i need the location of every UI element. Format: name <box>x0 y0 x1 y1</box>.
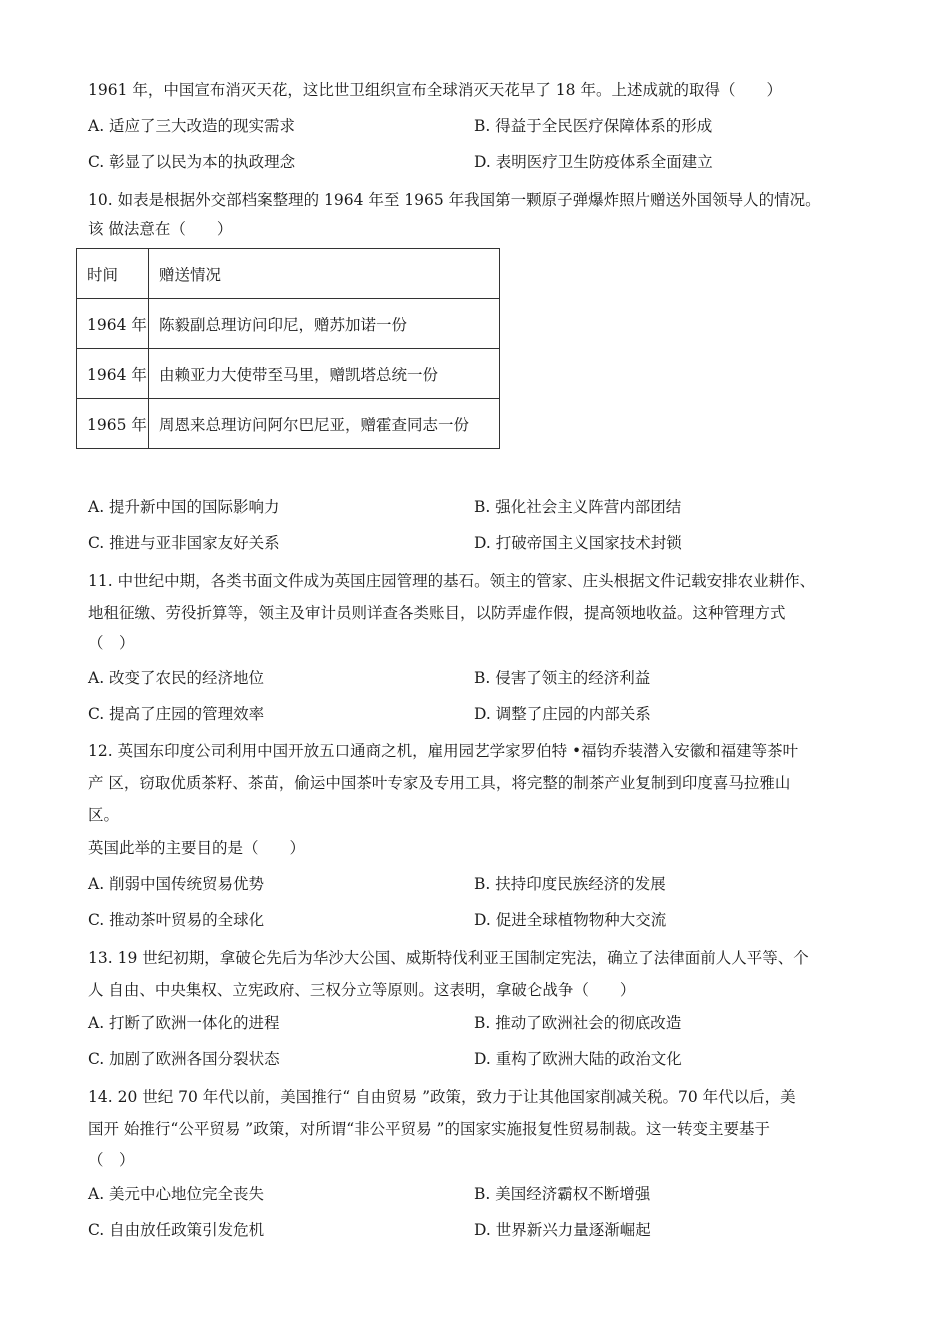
q10-option-a[interactable]: A. 提升新中国的国际影响力 <box>88 498 280 516</box>
q12-option-d[interactable]: D. 促进全球植物物种大交流 <box>474 911 667 929</box>
table-cell: 由赖亚力大使带至马里，赠凯塔总统一份 <box>149 349 500 399</box>
q11-option-d[interactable]: D. 调整了庄园的内部关系 <box>474 705 651 723</box>
q13-stem-line1: 13. 19 世纪初期，拿破仑先后为华沙大公国、威斯特伐利亚王国制定宪法，确立了法律面前人人平等、个 <box>88 949 809 967</box>
q14-option-d[interactable]: D. 世界新兴力量逐渐崛起 <box>474 1221 651 1239</box>
q10-stem-line2: 该 做法意在（ ） <box>88 220 233 238</box>
table-cell: 周恩来总理访问阿尔巴尼亚，赠霍查同志一份 <box>149 399 500 449</box>
q12-option-c[interactable]: C. 推动茶叶贸易的全球化 <box>88 911 265 929</box>
q12-stem-line1: 12. 英国东印度公司利用中国开放五口通商之机，雇用园艺学家罗伯特 •福钧乔装潜入安徽和福建等茶叶 <box>88 742 799 760</box>
table-cell: 1965 年 <box>77 399 149 449</box>
q13-option-d[interactable]: D. 重构了欧洲大陆的政治文化 <box>474 1050 682 1068</box>
q12-option-a[interactable]: A. 削弱中国传统贸易优势 <box>88 875 265 893</box>
table-header-cell: 时间 <box>77 249 149 299</box>
q12-option-b[interactable]: B. 扶持印度民族经济的发展 <box>474 875 666 893</box>
table-row <box>77 349 500 399</box>
q10-option-d[interactable]: D. 打破帝国主义国家技术封锁 <box>474 534 682 552</box>
q11-option-b[interactable]: B. 侵害了领主的经济利益 <box>474 669 651 687</box>
q10-option-b[interactable]: B. 强化社会主义阵营内部团结 <box>474 498 682 516</box>
table-row <box>77 299 500 349</box>
q11-option-c[interactable]: C. 提高了庄园的管理效率 <box>88 705 265 723</box>
q9-option-a[interactable]: A. 适应了三大改造的现实需求 <box>88 117 296 135</box>
q11-stem-line1: 11. 中世纪中期，各类书面文件成为英国庄园管理的基石。领主的管家、庄头根据文件记载安排农业耕作、 <box>88 572 816 590</box>
q13-option-b[interactable]: B. 推动了欧洲社会的彻底改造 <box>474 1014 682 1032</box>
q14-stem-line3: （ ） <box>88 1151 135 1169</box>
q9-stem: 1961 年，中国宣布消灭天花，这比世卫组织宣布全球消灭天花早了 18 年。上述成就的取得（ ） <box>88 81 782 99</box>
table-cell: 1964 年 <box>77 349 149 399</box>
table-header-row <box>77 249 500 299</box>
q10-stem-line1: 10. 如表是根据外交部档案整理的 1964 年至 1965 年我国第一颗原子弹爆炸照片赠送外国领导人的情况。 <box>88 191 821 209</box>
q13-option-a[interactable]: A. 打断了欧洲一体化的进程 <box>88 1014 280 1032</box>
q14-stem-line2: 国开 始推行“公平贸易 ”政策，对所谓“非公平贸易 ”的国家实施报复性贸易制裁。这一转变主要基于 <box>88 1120 770 1138</box>
q10-table <box>76 248 500 449</box>
q11-stem-line2: 地租征缴、劳役折算等，领主及审计员则详查各类账目，以防弄虚作假，提高领地收益。这种管理方式 <box>88 604 786 622</box>
q12-stem-line2: 产 区，窃取优质茶籽、茶苗，偷运中国茶叶专家及专用工具，将完整的制茶产业复制到印度喜马拉雅山 <box>88 774 791 792</box>
q9-option-d[interactable]: D. 表明医疗卫生防疫体系全面建立 <box>474 153 713 171</box>
table-cell: 陈毅副总理访问印尼，赠苏加诺一份 <box>149 299 500 349</box>
q13-stem-line2: 人 自由、中央集权、立宪政府、三权分立等原则。这表明，拿破仑战争（ ） <box>88 981 636 999</box>
q14-stem-line1: 14. 20 世纪 70 年代以前，美国推行“ 自由贸易 ”政策，致力于让其他国家削减关税。70 年代以后，美 <box>88 1088 796 1106</box>
q11-stem-line3: （ ） <box>88 634 135 652</box>
q14-option-b[interactable]: B. 美国经济霸权不断增强 <box>474 1185 651 1203</box>
q12-stem-line4: 英国此举的主要目的是（ ） <box>88 839 306 857</box>
q11-option-a[interactable]: A. 改变了农民的经济地位 <box>88 669 265 687</box>
table-row <box>77 399 500 449</box>
table-header-cell: 赠送情况 <box>149 249 500 299</box>
q14-option-c[interactable]: C. 自由放任政策引发危机 <box>88 1221 265 1239</box>
q14-option-a[interactable]: A. 美元中心地位完全丧失 <box>88 1185 265 1203</box>
q9-option-b[interactable]: B. 得益于全民医疗保障体系的形成 <box>474 117 713 135</box>
table-cell: 1964 年 <box>77 299 149 349</box>
q13-option-c[interactable]: C. 加剧了欧洲各国分裂状态 <box>88 1050 280 1068</box>
q9-option-c[interactable]: C. 彰显了以民为本的执政理念 <box>88 153 296 171</box>
q12-stem-line3: 区。 <box>88 806 120 824</box>
q10-option-c[interactable]: C. 推进与亚非国家友好关系 <box>88 534 280 552</box>
